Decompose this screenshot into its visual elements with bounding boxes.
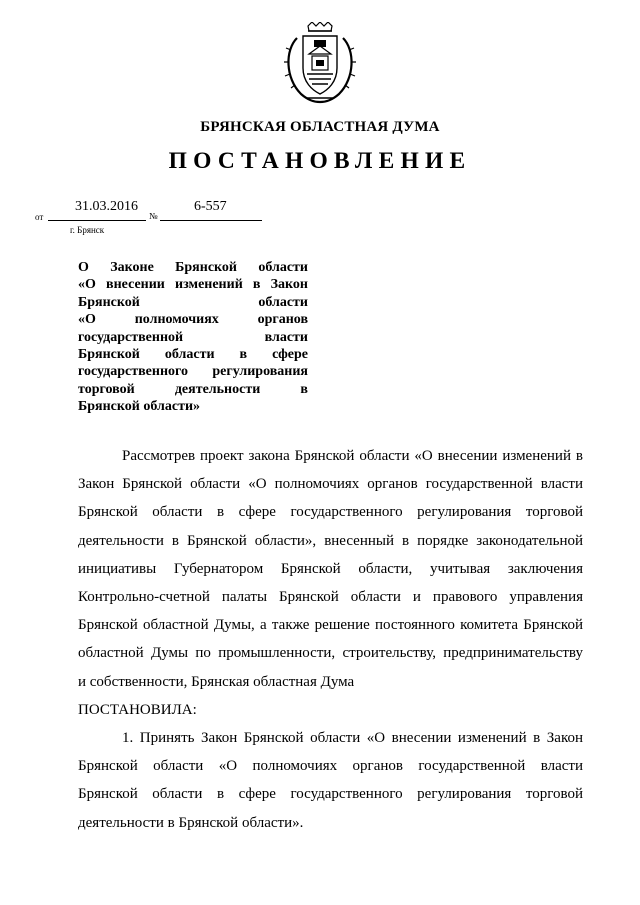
body-line: деятельности в Брянской области».	[78, 814, 304, 831]
body-line: Брянской области в сфере государственного регулирования торговой	[78, 786, 583, 803]
subject-line: О Законе Брянской области	[78, 260, 308, 275]
org-name: БРЯНСКАЯ ОБЛАСТНАЯ ДУМА	[200, 119, 440, 135]
document-type-title: ПОСТАНОВЛЕНИЕ	[168, 148, 472, 174]
document-date: 31.03.2016	[75, 199, 138, 214]
number-label: №	[149, 211, 158, 221]
body-line: деятельности в Брянской области», внесенный в порядке законодательной	[78, 532, 583, 549]
body-line: областной Думы по промышленности, строительству, предпринимательству	[78, 645, 583, 662]
document-body	[78, 442, 583, 837]
body-line: Брянской областной Думы, а также решение постоянного комитета Брянской	[78, 617, 583, 634]
body-line: 1. Принять Закон Брянской области «О внесении изменений в Закон	[122, 730, 583, 747]
subject-line: «О полномочиях органов	[78, 312, 308, 328]
subject-line: Брянской области»	[78, 399, 201, 415]
body-line: Рассмотрев проект закона Брянской области «О внесении изменений в	[122, 448, 583, 464]
subject-line: Брянской области	[78, 294, 308, 310]
number-underline	[160, 220, 262, 221]
subject-line: Брянской области в сфере	[78, 347, 308, 363]
body-line: и собственности, Брянская областная Дума	[78, 673, 355, 690]
document-number: 6-557	[194, 199, 227, 214]
subject-line: государственного регулирования	[78, 364, 308, 380]
date-underline	[48, 220, 146, 221]
date-label: от	[35, 212, 44, 222]
resolution-heading: ПОСТАНОВИЛА:	[78, 701, 197, 718]
subject-line: торговой деятельности в	[78, 381, 308, 397]
body-line: Брянской области «О полномочиях органов государственной власти	[78, 758, 583, 775]
document-subject	[78, 259, 308, 416]
body-line: Брянской области в сфере государственного регулирования торговой	[78, 504, 583, 521]
subject-line: государственной власти	[78, 329, 308, 345]
coat-of-arms-icon	[279, 22, 361, 106]
body-line: Контрольно-счетной палаты Брянской области и правового управления	[78, 589, 583, 606]
city-label: г. Брянск	[70, 225, 105, 235]
body-line: инициативы Губернатором Брянской области, учитывая заключения	[78, 560, 583, 577]
subject-line: «О внесении изменений в Закон	[78, 277, 308, 293]
body-line: Закон Брянской области «О полномочиях органов государственной власти	[78, 476, 583, 493]
